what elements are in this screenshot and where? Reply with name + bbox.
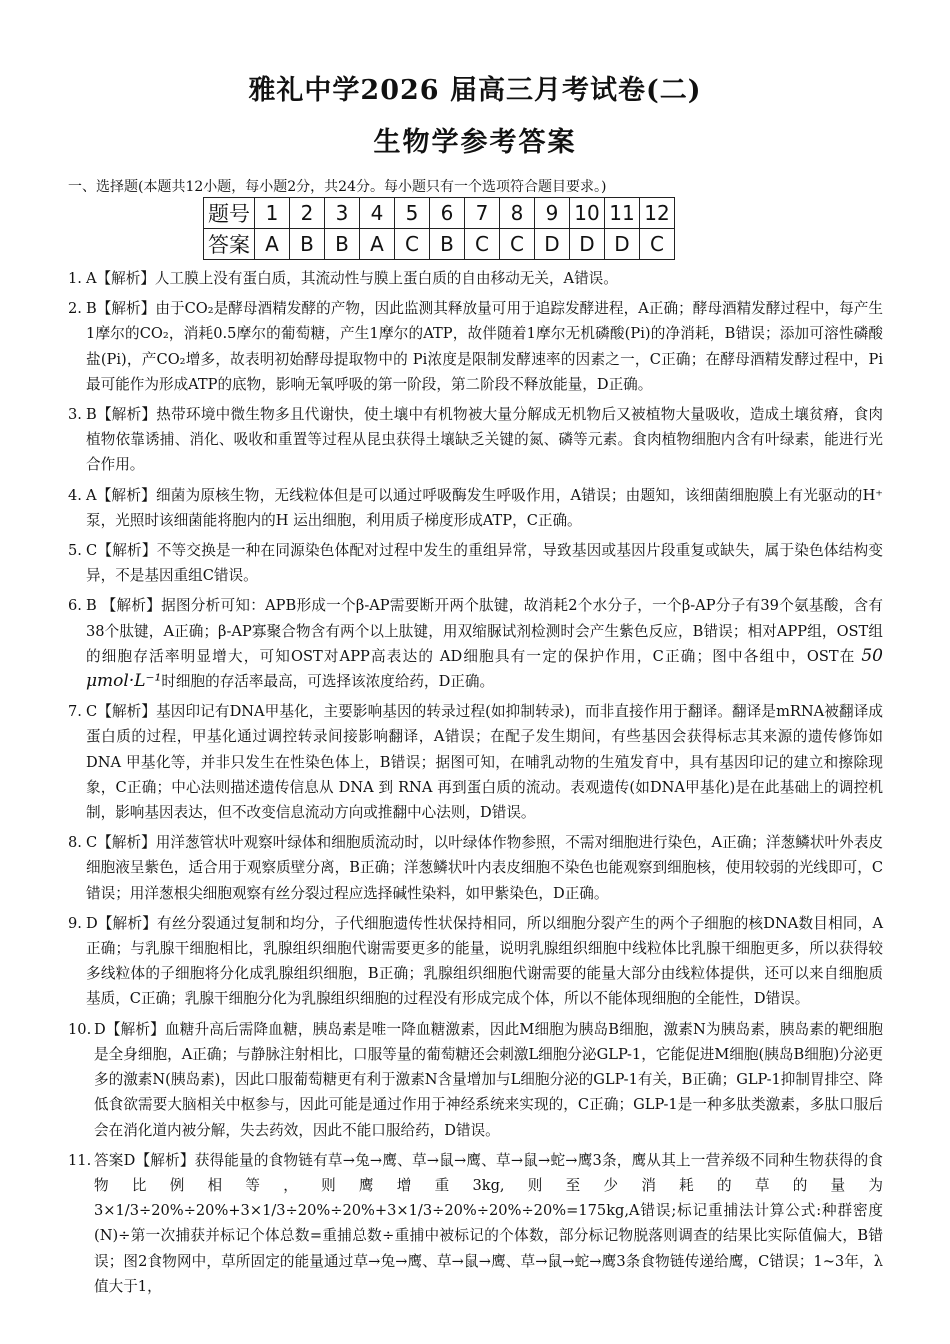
item-number: 4. bbox=[68, 486, 82, 504]
item-number: 9. bbox=[68, 914, 82, 932]
item-text-part: 时细胞的存活率最高，可选择该浓度给药，D正确。 bbox=[161, 673, 495, 691]
question-number: 8 bbox=[500, 198, 535, 229]
item-text: B【解析】热带环境中微生物多且代谢快，使土壤中有机物被大量分解成无机物后又被植物大量吸收，造成土壤贫瘠，食肉植物依靠诱捕、消化、吸收和重置等过程从昆虫获得土壤缺乏关键的氮、磷等元素。食肉植物细胞内含有叶绿素，能进行光合作用。 bbox=[86, 406, 883, 474]
question-number: 10 bbox=[570, 198, 605, 229]
explanation-item bbox=[68, 296, 883, 397]
answer-table bbox=[203, 197, 675, 260]
question-number: 11 bbox=[605, 198, 640, 229]
answer-cell: B bbox=[430, 229, 465, 260]
item-number: 1. bbox=[68, 270, 82, 287]
explanation-item bbox=[68, 266, 883, 291]
explanation-item bbox=[68, 699, 883, 825]
section-heading: 一、选择题(本题共12小题，每小题2分，共24分。每小题只有一个选项符合题目要求。) bbox=[68, 179, 607, 195]
item-number: 5. bbox=[68, 542, 82, 560]
item-number: 3. bbox=[68, 406, 82, 424]
question-number: 1 bbox=[255, 198, 290, 229]
answer-cell: C bbox=[395, 229, 430, 260]
answer-cell: A bbox=[360, 229, 395, 260]
question-number: 3 bbox=[325, 198, 360, 229]
answer-cell: B bbox=[325, 229, 360, 260]
item-text: C【解析】用洋葱管状叶观察叶绿体和细胞质流动时，以叶绿体作物参照，不需对细胞进行染色，A正确；洋葱鳞状叶外表皮细胞液呈紫色，适合用于观察质壁分离，B正确；洋葱鳞状叶内表皮细胞不染色也能观察到细胞核，使用较弱的光线即可，C错误；用洋葱根尖细胞观察有丝分裂过程应选择碱性染料，如甲紫染色，D正确。 bbox=[86, 834, 883, 902]
row-label-answer: 答案 bbox=[204, 229, 255, 260]
question-number: 4 bbox=[360, 198, 395, 229]
item-number: 11. bbox=[68, 1151, 92, 1169]
item-text bbox=[86, 593, 883, 694]
item-text: A【解析】细菌为原核生物，无线粒体但是可以通过呼吸酶发生呼吸作用，A错误；由题知，该细菌细胞膜上有光驱动的H⁺泵，光照时该细菌能将胞内的H 运出细胞，利用质子梯度形成ATP，C正确。 bbox=[86, 486, 883, 529]
item-text: A【解析】人工膜上没有蛋白质，其流动性与膜上蛋白质的自由移动无关，A错误。 bbox=[86, 270, 618, 287]
item-text: B【解析】由于CO₂是酵母酒精发酵的产物，因此监测其释放量可用于追踪发酵进程，A正确；酵母酒精发酵过程中，每产生1摩尔的CO₂，消耗0.5摩尔的葡萄糖，产生1摩尔的ATP，故伴随着1摩尔无机磷酸(Pi)的净消耗，B错误；添加可溶性磷酸盐(Pi)，产CO₂增多，故表明初始酵母提取物中的 Pi浓度是限制发酵速率的因素之一，C正确；在酵母酒精发酵过程中，Pi最可能作为形成ATP的底物，影响无氧呼吸的第一阶段，第二阶段不释放能量，D正确。 bbox=[86, 300, 883, 393]
item-text: C【解析】不等交换是一种在同源染色体配对过程中发生的重组异常，导致基因或基因片段重复或缺失，属于染色体结构变异，不是基因重组C错误。 bbox=[86, 542, 883, 585]
question-number: 9 bbox=[535, 198, 570, 229]
item-number: 8. bbox=[68, 834, 82, 852]
concentration-formula: 50 μmol·L⁻¹ bbox=[86, 645, 883, 692]
explanation-item bbox=[68, 1148, 883, 1299]
item-text: 答案D【解析】获得能量的食物链有草→兔→鹰、草→鼠→鹰、草→鼠→蛇→鹰3条，鹰从其上一营养级不同种生物获得的食物比例相等，则鹰增重3kg,则至少消耗的草的量为3×1/3÷20%÷20%+3×1/3÷20%÷20%+3×1/3÷20%÷20%÷20%=175kg,A错误;标记重捕法计算公式:种群密度(N)÷第一次捕获并标记个体总数=重捕总数÷重捕中被标记的个体数，部分标记物脱落则调查的结果比实际值偏大，B错误；图2食物网中，草所固定的能量通过草→兔→鹰、草→鼠→鹰、草→鼠→蛇→鹰3条食物链传递给鹰，C错误；1~3年，λ值大于1， bbox=[94, 1151, 883, 1295]
answer-cell: C bbox=[500, 229, 535, 260]
item-number: 10. bbox=[68, 1020, 92, 1038]
answer-cell: C bbox=[465, 229, 500, 260]
item-text: C【解析】基因印记有DNA甲基化，主要影响基因的转录过程(如抑制转录)，而非直接作用于翻译。翻译是mRNA被翻译成蛋白质的过程，甲基化通过调控转录间接影响翻译，A错误；在配子发生期间，有些基因会获得标志其来源的遗传修饰如DNA 甲基化等，并非只发生在性染色体上，B错误；据图可知，在哺乳动物的生殖发育中，具有基因印记的建立和擦除现象，C正确；中心法则描述遗传信息从 DNA 到 RNA 再到蛋白质的流动。表观遗传(如DNA甲基化)是在此基础上的调控机制，影响基因表达，但不改变信息流动方向或推翻中心法则，D错误。 bbox=[86, 703, 883, 822]
answer-table-number-row bbox=[204, 198, 675, 229]
question-number: 6 bbox=[430, 198, 465, 229]
question-number: 12 bbox=[640, 198, 675, 229]
answer-table-answer-row bbox=[204, 229, 675, 260]
explanation-item bbox=[68, 483, 883, 533]
answer-cell: C bbox=[640, 229, 675, 260]
question-number: 7 bbox=[465, 198, 500, 229]
item-number: 7. bbox=[68, 703, 82, 721]
explanation-item bbox=[68, 830, 883, 906]
page-subtitle: 生物学参考答案 bbox=[373, 127, 577, 158]
explanation-list bbox=[68, 266, 883, 1304]
item-number: 6. bbox=[68, 597, 82, 615]
item-text: D【解析】有丝分裂通过复制和均分，子代细胞遗传性状保持相同，所以细胞分裂产生的两个子细胞的核DNA数目相同，A正确；与乳腺干细胞相比，乳腺组织细胞代谢需要更多的能量，说明乳腺组织细胞中线粒体比乳腺干细胞更多，所以获得较多线粒体的子细胞将分化成乳腺组织细胞，B正确；乳腺组织细胞代谢需要的能量大部分由线粒体提供，还可以来自细胞质基质，C正确；乳腺干细胞分化为乳腺组织细胞的过程没有形成完成个体，所以不能体现细胞的全能性，D错误。 bbox=[86, 914, 883, 1008]
explanation-item bbox=[68, 1017, 883, 1143]
item-number: 2. bbox=[68, 300, 82, 318]
item-text: D【解析】血糖升高后需降血糖，胰岛素是唯一降血糖激素，因此M细胞为胰岛B细胞，激素N为胰岛素，胰岛素的靶细胞是全身细胞，A正确；与静脉注射相比，口服等量的葡萄糖还会刺激L细胞分泌GLP-1，它能促进M细胞(胰岛B细胞)分泌更多的激素N(胰岛素)，因此口服葡萄糖更有利于激素N含量增加与L细胞分泌的GLP-1有关，B正确；GLP-1抑制胃排空、降低食欲需要大脑相关中枢参与，因此可能是通过作用于神经系统来实现的，C正确；GLP-1是一种多肽类激素，多肽口服后会在消化道内被分解，失去药效，因此不能口服给药，D错误。 bbox=[94, 1020, 883, 1139]
answer-cell: D bbox=[605, 229, 640, 260]
answer-cell: B bbox=[290, 229, 325, 260]
explanation-item bbox=[68, 402, 883, 478]
explanation-item bbox=[68, 911, 883, 1012]
page-title: 雅礼中学2026 届高三月考试卷(二) bbox=[248, 75, 702, 106]
question-number: 2 bbox=[290, 198, 325, 229]
item-text-part: B 【解析】据图分析可知：APB形成一个β-AP需要断开两个肽键，故消耗2个水分子，一个β-AP分子有39个氨基酸，含有38个肽键，A正确；β-AP寡聚合物含有两个以上肽键，用双缩脲试剂检测时会产生紫色反应，B错误；相对APP组，OST组的细胞存活率明显增大，可知OST对APP高表达的 AD细胞具有一定的保护作用，C正确；图中各组中，OST在 bbox=[86, 597, 883, 665]
answer-cell: D bbox=[570, 229, 605, 260]
explanation-item bbox=[68, 593, 883, 694]
answer-cell: D bbox=[535, 229, 570, 260]
explanation-item bbox=[68, 538, 883, 588]
row-label-number: 题号 bbox=[204, 198, 255, 229]
question-number: 5 bbox=[395, 198, 430, 229]
answer-cell: A bbox=[255, 229, 290, 260]
